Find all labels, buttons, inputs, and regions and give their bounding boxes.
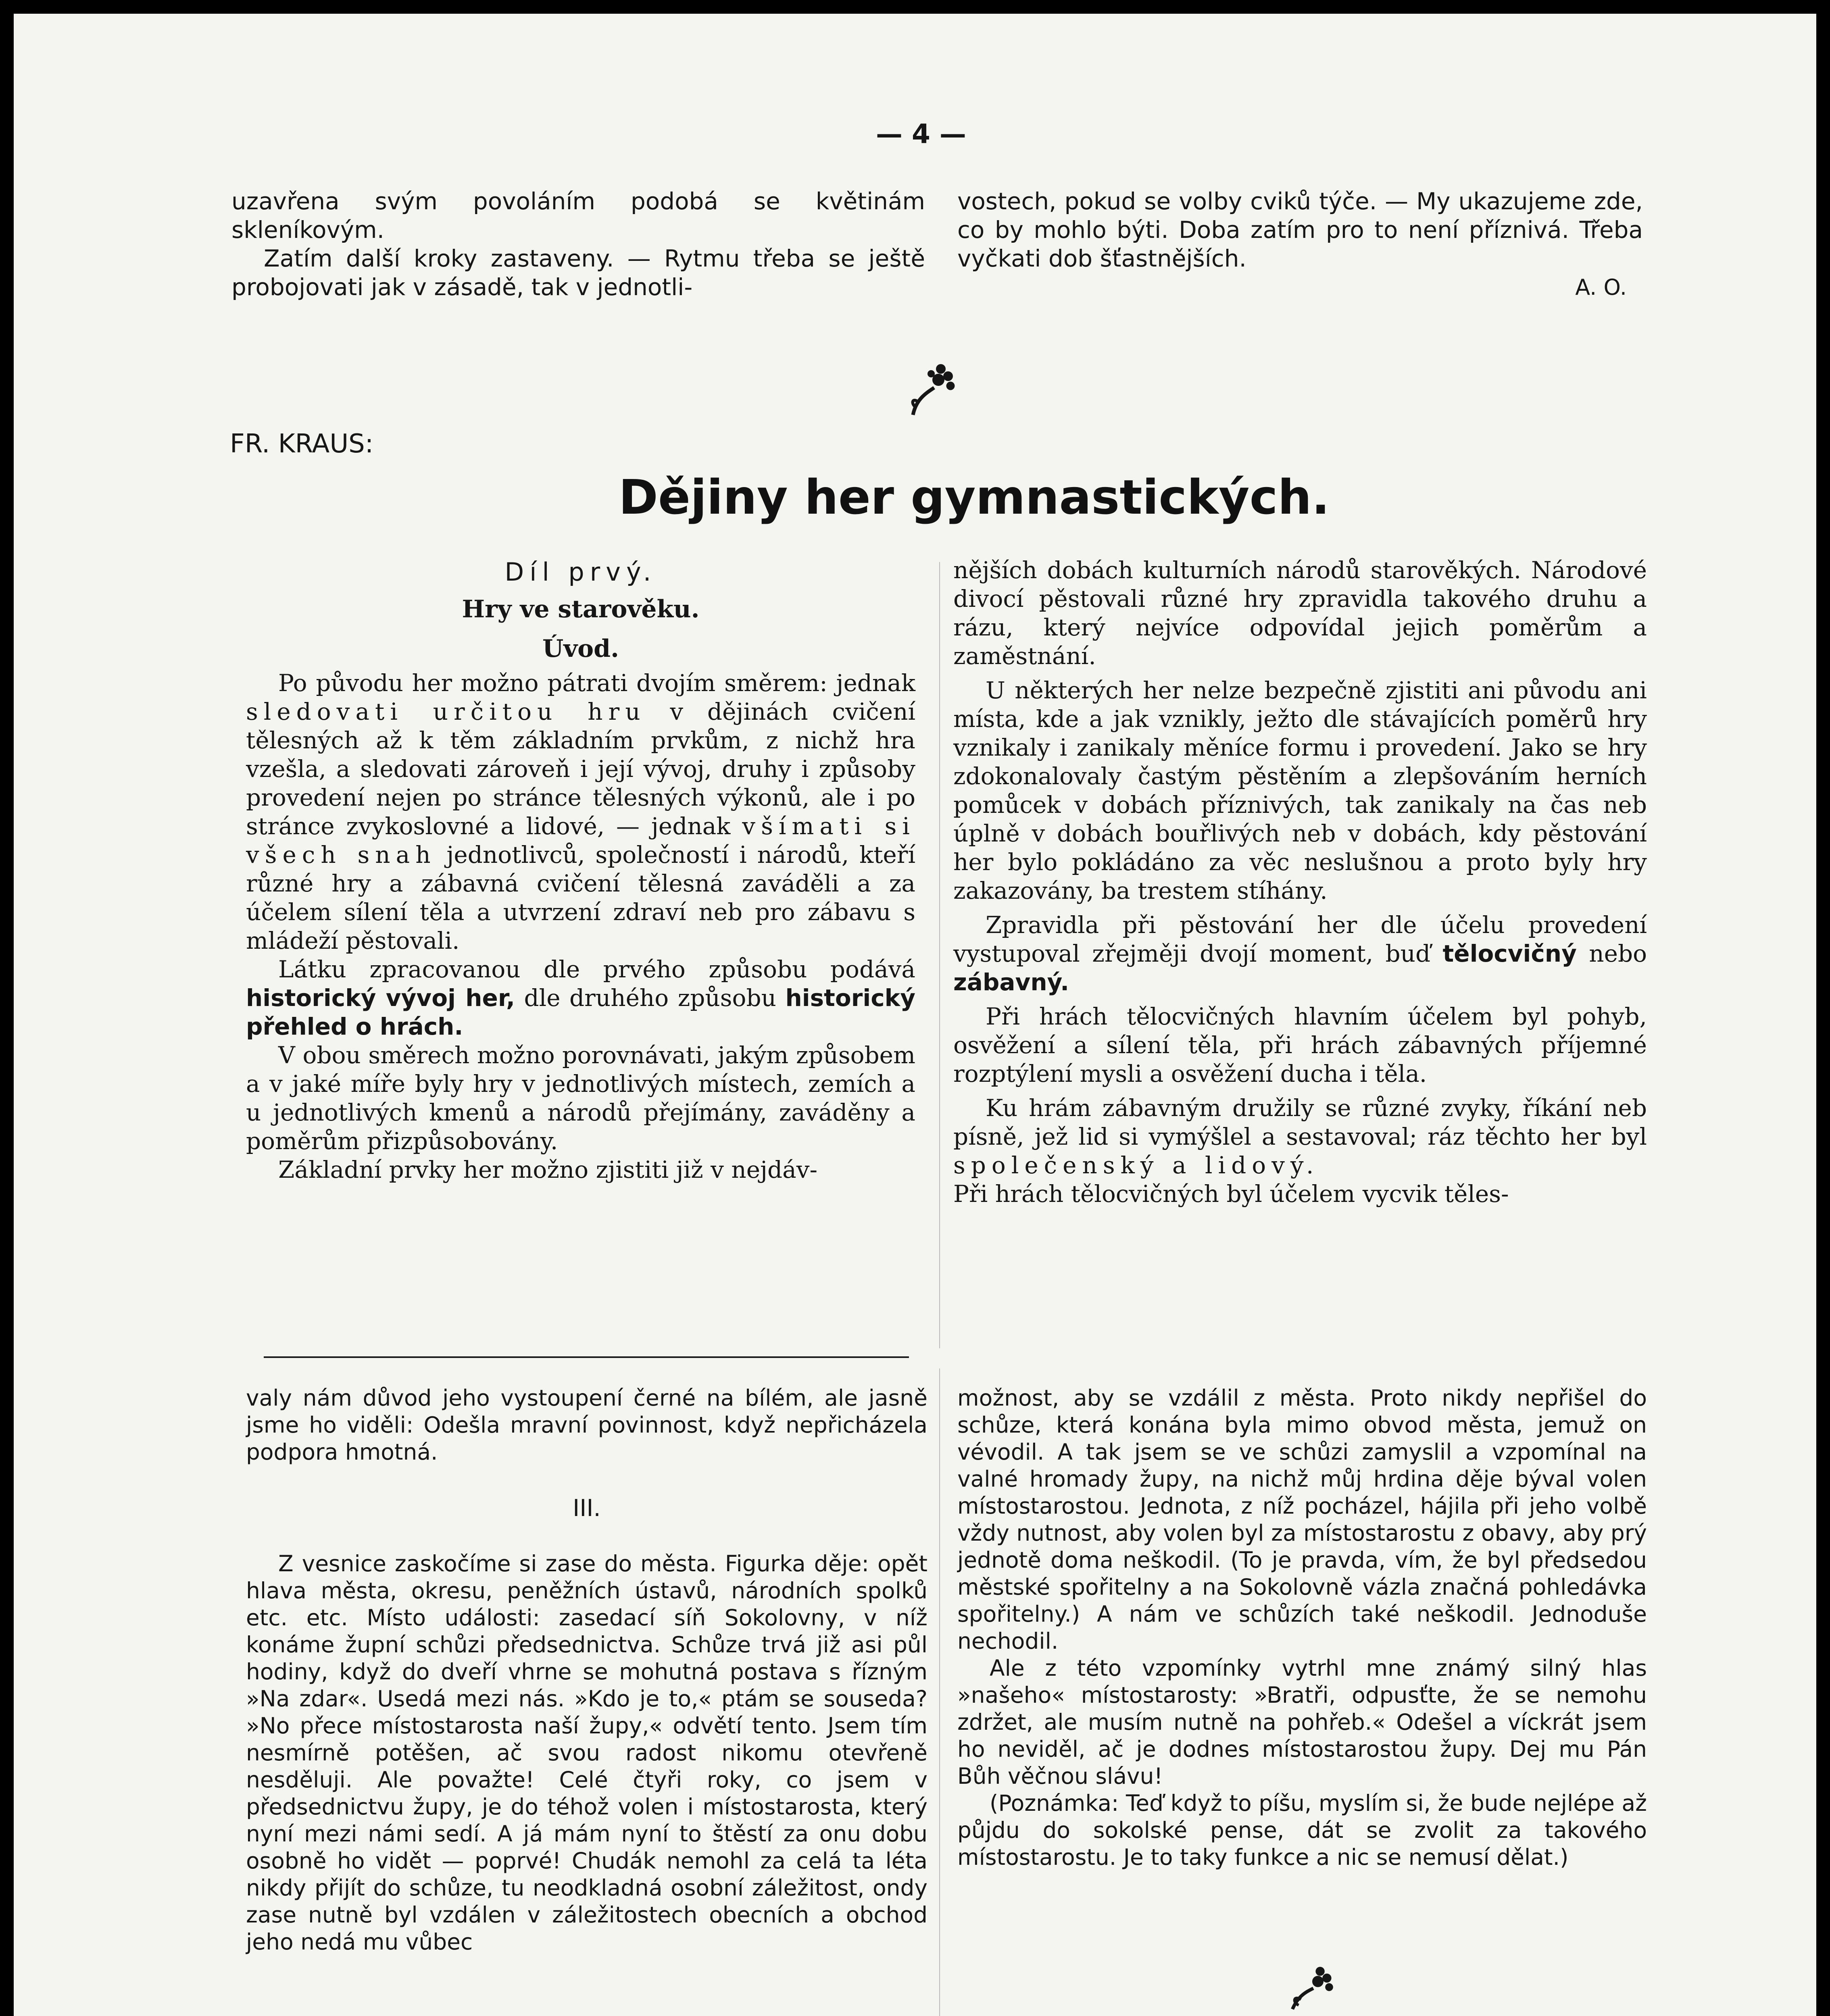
top-left-column bbox=[231, 187, 925, 302]
article-paragraph bbox=[953, 911, 1647, 997]
article-paragraph: V obou směrech možno porovnávati, jakým způsobem a v jaké míře byly hry v jednotlivých místech, zemích a u jednotlivých kmenů a národů přejímány, zaváděny a poměrům přizpůsobovány. bbox=[246, 1041, 915, 1155]
subsection-heading: Úvod. bbox=[542, 635, 619, 663]
article-right-column bbox=[953, 556, 1647, 1208]
section-rule bbox=[264, 1356, 909, 1358]
article-left-column bbox=[246, 556, 915, 1184]
top-right-column bbox=[957, 187, 1643, 302]
article-author: FR. KRAUS: bbox=[230, 429, 374, 459]
article-paragraph: U některých her nelze bezpečně zjistiti ani původu ani místa, kde a jak vznikly, ježto dle stávajících poměrů hry vznikaly i zanikaly měníce formu i provedení. Jako se hry zdokonalovaly častým pěstěním a zlepšováním herních pomůcek v dobách příznivých, tak zanikaly na čas neb úplně v dobách bouřlivých neb v dobách, kdy pěstování her bylo pokládáno za věc neslušnou a proto byly hry zakazovány, ba trestem stíhány. bbox=[953, 677, 1647, 904]
bottom-paragraph: možnost, aby se vzdálil z města. Proto nikdy nepřišel do schůze, která konána byla mimo obvod města, jemuž on vévodil. A tak jsem se ve schůzi zamyslil a vzpomínal na valné hromady župy, na nichž můj hrdina děje býval volen místostarostou. Jednota, z níž pocházel, hájila při jeho volbě vždy nutnost, aby volen byl za místostarostu z obavy, aby prý jednotě doma neškodil. (To je pravda, vím, že byl předsedou městské spořitelny a na Sokolovně vázla značná pohledávka spořitelny.) A nám ve schůzích také neškodil. Jednoduše nechodil. bbox=[957, 1385, 1647, 1654]
article-paragraph: Při hrách tělocvičných byl účelem vycvik těles- bbox=[953, 1180, 1509, 1208]
flower-ornament-icon bbox=[901, 360, 961, 421]
top-left-paragraph: Zatím další kroky zastaveny. — Rytmu třeba se ještě probojovati jak v zásadě, tak v jednotli- bbox=[231, 245, 925, 301]
bottom-paragraph: Ale z této vzpomínky vytrhl mne známý silný hlas »našeho« místostarosty: »Bratři, odpusťte, že se nemohu zdržet, ale musím nutně na pohřeb.« Odešel a víckrát jsem ho neviděl, ač je dodnes místostarostou župy. Dej mu Pán Bůh věčnou slávu! bbox=[957, 1655, 1647, 1789]
column-divider bbox=[939, 1368, 940, 2016]
text-run: Látku zpracovanou dle prvého způsobu podává bbox=[278, 956, 915, 983]
spaced-text: všímati si všech snah bbox=[246, 812, 915, 868]
part-heading: Díl prvý. bbox=[504, 557, 657, 587]
article-paragraph: nějších dobách kulturních národů starověkých. Národové divocí pěstovali různé hry zpravidla takového druhu a rázu, který nejvíce odpovídal jejich poměrům a zaměstnání. bbox=[953, 556, 1647, 670]
article-paragraph bbox=[953, 1094, 1647, 1180]
flower-ornament-icon bbox=[1284, 1961, 1340, 2016]
text-run: nebo bbox=[1576, 940, 1647, 967]
article-paragraph bbox=[246, 955, 915, 1041]
bottom-left-column bbox=[246, 1385, 928, 1956]
bold-text: zábavný. bbox=[953, 968, 1069, 996]
text-run: Ku hrám zábavným družily se různé zvyky, říkání neb písně, jež lid si vymýšlel a sestavoval; ráz těchto her byl bbox=[953, 1094, 1647, 1150]
spaced-text: sledovati určitou hru bbox=[246, 698, 646, 725]
bottom-right-column bbox=[957, 1385, 1647, 1871]
signature: A. O. bbox=[1575, 275, 1627, 300]
section-heading: Hry ve starověku. bbox=[462, 595, 700, 623]
bottom-paragraph: (Poznámka: Teď když to píšu, myslím si, že bude nejlépe až půjdu do sokolské pense, dát se zvolit za takového místostarostu. Je to taky funkce a nic se nemusí dělat.) bbox=[957, 1790, 1647, 1870]
text-run: dle druhého způsobu bbox=[515, 984, 786, 1012]
article-paragraph: Při hrách tělocvičných hlavním účelem byl pohyb, osvěžení a sílení těla, při hrách zábavných příjemné rozptýlení mysli a osvěžení ducha i těla. bbox=[953, 1003, 1647, 1087]
text-run: v dějinách cvičení tělesných až k těm základním prvkům, z nichž hra vzešla, a sledovati zároveň i její vývoj, druhy i způsoby provedení nejen po stránce tělesných výkonů, ale i po stránce zvykoslovné a lidové, — jednak bbox=[246, 698, 915, 840]
column-divider bbox=[939, 562, 940, 1348]
bottom-paragraph: valy nám důvod jeho vystoupení černé na bílém, ale jasně jsme ho viděli: Odešla mravní povinnost, když nepřicházela podpora hmotná. bbox=[246, 1385, 928, 1465]
top-left-paragraph: uzavřena svým povoláním podobá se květinám skleníkovým. bbox=[231, 187, 925, 244]
article-title: Dějiny her gymnastických. bbox=[619, 469, 1330, 525]
spaced-text: společenský a lidový. bbox=[953, 1152, 1319, 1179]
article-paragraph: Základní prvky her možno zjistiti již v nejdáv- bbox=[278, 1156, 818, 1183]
newspaper-page bbox=[14, 14, 1816, 2016]
bottom-paragraph: Z vesnice zaskočíme si zase do města. Figurka děje: opět hlava města, okresu, peněžních ústavů, národních spolků etc. etc. Místo události: zasedací síň Sokolovny, v níž konáme župní schůzi předsednictva. Schůze trvá již asi půl hodiny, když do dveří vhrne se mohutná postava s řízným »Na zdar«. Usedá mezi nás. »Kdo je to,« ptám se souseda? »No přece místostarosta naší župy,« odvětí tento. Jsem tím nesmírně potěšen, ač svou radost nikomu otevřeně nesděluji. Ale považte! Celé čtyři roky, co jsem v předsednictvu župy, je do téhož volen i místostarosta, který nyní mezi námi sedí. A já mám nyní to štěstí za onu dobu osobně ho vidět — poprvé! Chudák nemohl za celá ta léta nikdy přijít do schůze, tu neodkladná osobní záležitost, ondy zase nutně byl vzdálen v záležitostech obecních a obchod jeho nedá mu vůbec bbox=[246, 1551, 928, 1955]
article-paragraph bbox=[246, 669, 915, 955]
text-run: Po původu her možno pátrati dvojím směrem: jednak bbox=[278, 669, 915, 697]
bold-text: tělocvičný bbox=[1442, 940, 1577, 967]
text-run: jednotlivců, společností i národů, kteří různé hry a zábavná cvičení tělesná zaváděli a za účelem sílení těla a utvrzení zdraví neb pro zábavu s mládeží pěstovali. bbox=[246, 841, 915, 954]
top-right-paragraph: vostech, pokud se volby cviků týče. — My ukazujeme zde, co by mohlo býti. Doba zatím pro to není příznivá. Třeba vyčkati dob šťastnějších. bbox=[957, 187, 1643, 272]
page-number: — 4 — bbox=[876, 119, 966, 150]
roman-numeral-heading: III. bbox=[573, 1494, 601, 1522]
bold-text: historický přehled o hrách. bbox=[246, 984, 915, 1040]
text-run: Zpravidla při pěstování her dle účelu provedení vystupoval zřejměji dvojí moment, buď bbox=[953, 911, 1647, 967]
bold-text: historický vývoj her, bbox=[246, 984, 515, 1012]
